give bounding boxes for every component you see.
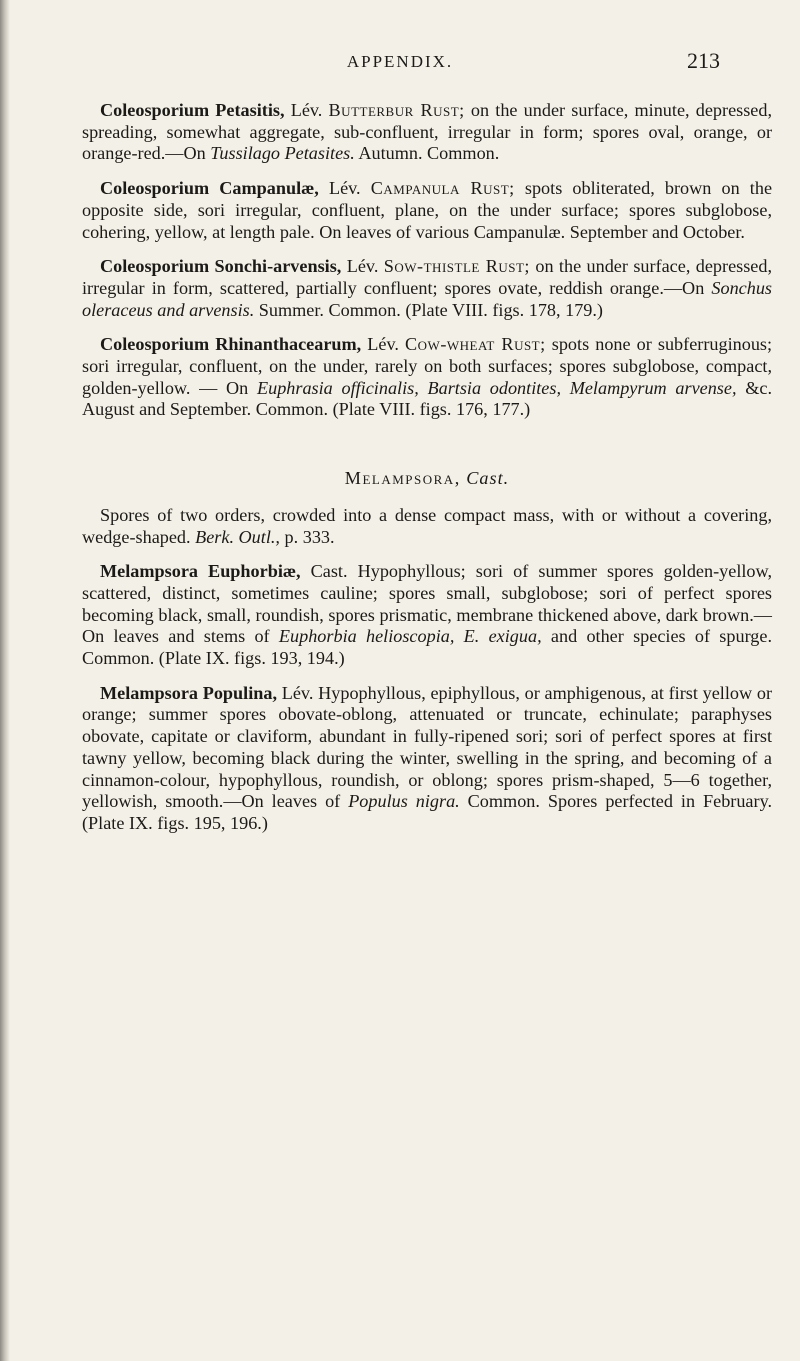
species-description-tail: Common. Spores perfected in February. (Plate IX. figs. 195, 196.) xyxy=(82,791,773,833)
species-authority: Cast. xyxy=(310,561,348,582)
genus-authority: Cast. xyxy=(466,468,510,489)
host-names: Populus nigra. xyxy=(348,791,460,812)
entry-coleosporium-sonchi-arvensis xyxy=(82,256,772,321)
host-names: Tussilago Petasites. xyxy=(210,143,355,164)
genus-reference-page: p. 333. xyxy=(284,526,335,547)
page-number: 213 xyxy=(687,48,720,73)
genus-name: Melampsora, xyxy=(344,468,461,489)
common-name: Butterbur Rust; xyxy=(328,100,465,120)
genus-reference: Berk. Outl., xyxy=(195,526,280,547)
species-description: spots obliterated, brown on the opposite side, sori irregular, confluent, plane, on the under surface; spores subglobose, cohering, yellow, at length pale. On leaves of various Campanulæ. September and October. xyxy=(82,178,773,242)
page-header xyxy=(80,48,720,80)
running-head: APPENDIX. xyxy=(346,52,454,71)
genus-heading xyxy=(82,468,772,490)
species-authority: Lév. xyxy=(346,256,379,277)
species-authority: Lév. xyxy=(290,100,323,120)
species-authority: Lév. xyxy=(328,178,361,199)
species-description: Hypophyllous, epiphyllous, or amphigenous, at first yellow or orange; summer spores obovate-oblong, attenuated or truncate, echinulate; paraphyses obovate, capitate or claviform, abundant in fully-ripened sori; sori of perfect spores at first tawny yellow, becoming black during the winter, swelling in the spring, and becoming of a cinnamon-colour, hypophyllous, roundish, or oblong; spores prism-shaped, 5—6 together, yellowish, smooth.—On leaves of xyxy=(82,682,773,812)
species-name: Coleosporium Campanulæ, xyxy=(100,178,319,199)
genus-description xyxy=(82,505,772,548)
species-name: Melampsora Populina, xyxy=(100,682,278,703)
page-binding-shadow xyxy=(0,0,10,1361)
species-description: on the under surface, minute, depressed, spreading, somewhat aggregate, sub-confluent, irregular in form; spores oval, orange, or orange-red.—On xyxy=(82,100,773,164)
host-names: Euphorbia helioscopia, E. exigua, xyxy=(278,626,542,647)
entry-melampsora-euphorbiae xyxy=(82,561,772,670)
common-name: Sow-thistle Rust; xyxy=(383,256,530,277)
species-description-tail: Summer. Common. (Plate VIII. figs. 178, 179.) xyxy=(258,299,603,320)
species-description-tail: &c. August and September. Common. (Plate VIII. figs. 176, 177.) xyxy=(82,377,773,420)
entry-melampsora-populina xyxy=(82,683,772,835)
species-name: Melampsora Euphorbiæ, xyxy=(100,561,301,582)
species-description-tail: Autumn. Common. xyxy=(358,143,500,164)
species-description: Hypophyllous; sori of summer spores golden-yellow, scattered, distinct, sometimes cauline; spores small, subglobose; sori of perfect spores becoming black, small, roundish, spores prismatic, membrane thickened above, dark brown.—On leaves and stems of xyxy=(82,561,773,647)
species-name: Coleosporium Sonchi-arvensis, xyxy=(100,256,342,277)
species-description: spots none or subferruginous; sori irregular, confluent, on the under, rarely on both surfaces; spores subglobose, compact, golden-yellow. — On xyxy=(82,334,773,398)
host-names: Euphrasia officinalis, Bartsia odontites, Melampyrum arvense, xyxy=(256,377,737,398)
entry-coleosporium-rhinanthacearum xyxy=(82,334,772,421)
species-description: on the under surface, depressed, irregular in form, scattered, partially confluent; spores ovate, reddish orange.—On xyxy=(82,256,773,298)
entry-coleosporium-petasitis xyxy=(82,100,772,165)
entry-coleosporium-campanulae xyxy=(82,178,772,243)
genus-description-text: Spores of two orders, crowded into a dense compact mass, with or without a covering, wedge-shaped. xyxy=(82,504,772,547)
species-name: Coleosporium Petasitis, xyxy=(100,100,285,120)
species-description-tail: and other species of spurge. Common. (Plate IX. figs. 193, 194.) xyxy=(82,626,773,669)
species-authority: Lév. xyxy=(281,682,314,703)
common-name: Cow-wheat Rust; xyxy=(405,334,546,355)
species-name: Coleosporium Rhinanthacearum, xyxy=(100,334,362,355)
page-body xyxy=(82,100,772,848)
common-name: Campanula Rust; xyxy=(370,178,515,199)
host-names: Sonchus oleraceus and arvensis. xyxy=(82,277,773,320)
species-authority: Lév. xyxy=(367,334,399,355)
